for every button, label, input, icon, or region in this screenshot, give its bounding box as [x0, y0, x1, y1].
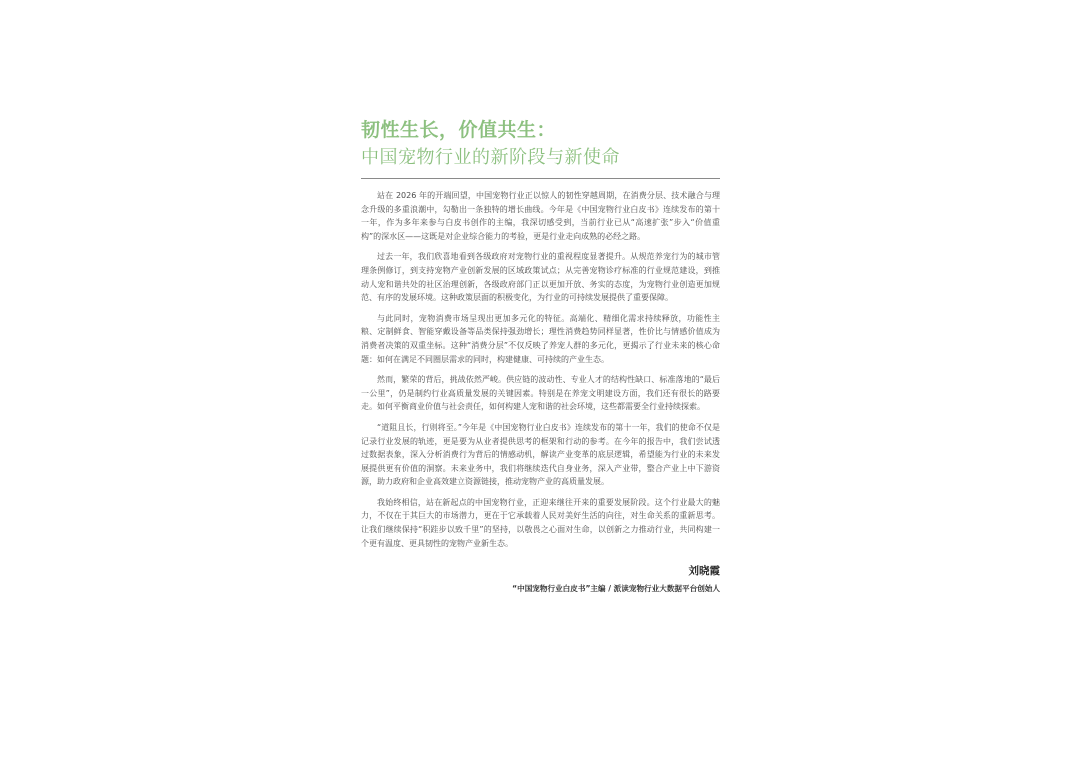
paragraph: “道阻且长，行则将至。”今年是《中国宠物行业白皮书》连续发布的第十一年，我们的使命不仅是记录行业发展的轨迹，更是要为从业者提供思考的框架和行动的参考。在今年的报告中，我们尝试透过数据表象，深入分析消费行为背后的情感动机，解读产业变革的底层逻辑，希望能为行业的未来发展提供更有价值的洞察。未来业务中，我们将继续迭代自身业务，深入产业带，整合产业上中下游资源，助力政府和企业高效建立资源链接，推动宠物产业的高质量发展。 [361, 422, 720, 487]
author-role: “中国宠物行业白皮书”主编 / 派读宠物行业大数据平台创始人 [512, 584, 720, 594]
paragraph: 站在 2026 年的开端回望，中国宠物行业正以惊人的韧性穿越周期，在消费分层、技术融合与理念升级的多重浪潮中，勾勒出一条独特的增长曲线。今年是《中国宠物行业白皮书》连续发布的第十一年，作为多年来参与白皮书创作的主编，我深切感受到，当前行业已从“高速扩张”步入“价值重构”的深水区——这既是对企业综合能力的考验，更是行业走向成熟的必经之路。 [361, 191, 720, 241]
title-divider [361, 178, 720, 179]
document-page [361, 118, 720, 595]
page-title: 韧性生长，价值共生： [361, 119, 557, 141]
paragraph: 与此同时，宠物消费市场呈现出更加多元化的特征。高端化、精细化需求持续释放，功能性主粮、定制鲜食、智能穿戴设备等品类保持强劲增长；理性消费趋势同样显著，性价比与情感价值成为消费者决策的双重坐标。这种“消费分层”不仅反映了养宠人群的多元化，更揭示了行业未来的核心命题：如何在满足不同圈层需求的同时，构建健康、可持续的产业生态。 [361, 313, 720, 364]
paragraph: 我始终相信，站在新起点的中国宠物行业，正迎来继往开来的重要发展阶段。这个行业最大的魅力，不仅在于其巨大的市场潜力，更在于它承载着人民对美好生活的向往，对生命关系的重新思考。让我们继续保持“积跬步以致千里”的坚持，以敬畏之心面对生命，以创新之力推动行业，共同构建一个更有温度、更具韧性的宠物产业新生态。 [361, 497, 720, 548]
author-name: 刘晓霞 [688, 565, 720, 578]
paragraph: 过去一年，我们欣喜地看到各级政府对宠物行业的重视程度显著提升。从规范养宠行为的城市管理条例修订，到支持宠物产业创新发展的区域政策试点；从完善宠物诊疗标准的行业规范建设，到推动人宠和谐共处的社区治理创新，各级政府部门正以更加开放、务实的态度，为宠物行业创造更加规范、有序的发展环境。这种政策层面的积极变化，为行业的可持续发展提供了重要保障。 [361, 252, 720, 303]
page-subtitle: 中国宠物行业的新阶段与新使命 [361, 147, 620, 168]
signature-block [361, 564, 720, 595]
paragraph: 然而，繁荣的背后，挑战依然严峻。供应链的波动性、专业人才的结构性缺口、标准落地的“最后一公里”，仍是制约行业高质量发展的关键因素。特别是在养宠文明建设方面，我们还有很长的路要走。如何平衡商业价值与社会责任，如何构建人宠和谐的社会环境，这些都需要全行业持续探索。 [361, 375, 720, 412]
